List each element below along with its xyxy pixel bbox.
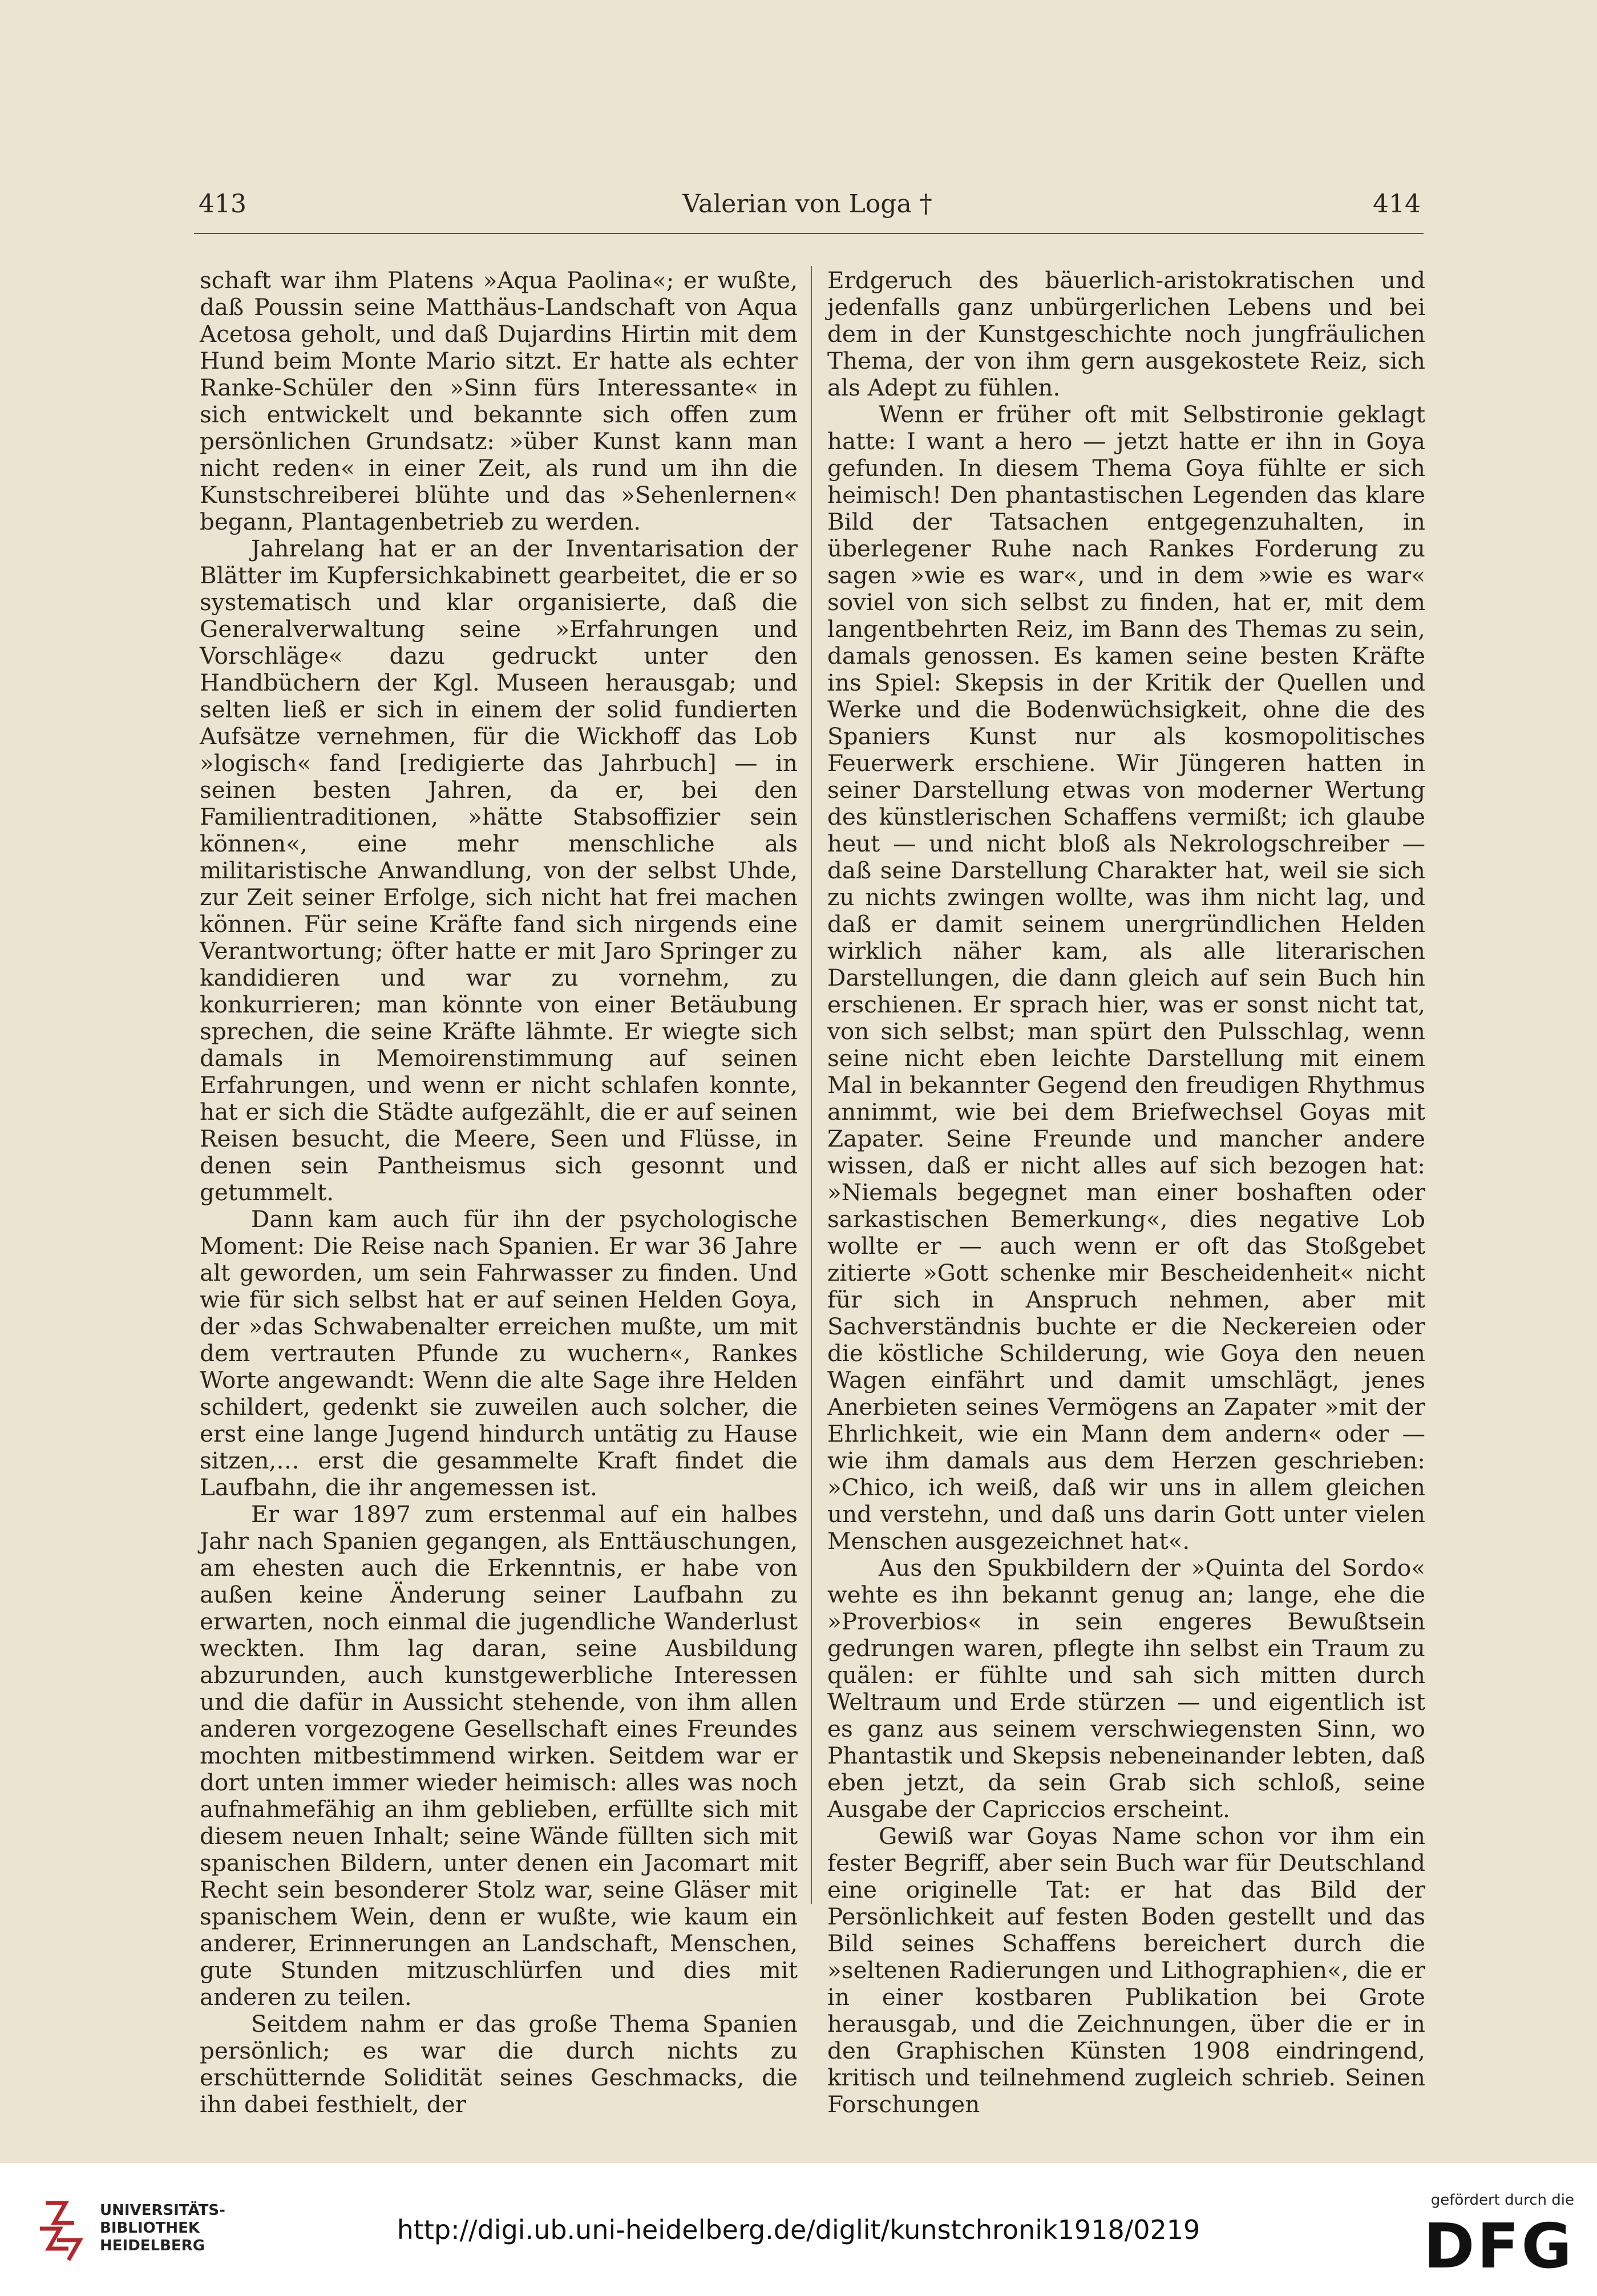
digitization-footer xyxy=(0,2163,1597,2296)
institution-line: UNIVERSITÄTS- xyxy=(100,2202,225,2219)
source-url-link[interactable]: http://digi.ub.uni-heidelberg.de/diglit/kunstchronik1918/0219 xyxy=(397,2214,1200,2245)
left-column xyxy=(200,267,798,2118)
page-header xyxy=(194,189,1421,229)
paragraph: Aus den Spukbildern der »Quinta del Sordo« wehte es ihn bekannt genug an; lange, ehe die »Proverbios« in sein engeres Bewußtsein gedrungen waren, pflegte ihn selbst ein Traum zu quälen: er fühlte und sah sich mitten durch Weltraum und Erde stürzen — und eigentlich ist es ganz aus seinem verschwiegensten Sinn, wo Phantastik und Skepsis nebeneinander lebten, daß eben jetzt, da sein Grab sich schloß, seine Ausgabe der Capriccios erscheint. xyxy=(827,1554,1425,1823)
running-title: Valerian von Loga † xyxy=(682,189,932,219)
page-number-right: 414 xyxy=(1373,189,1421,219)
institution-line: HEIDELBERG xyxy=(100,2237,205,2254)
paragraph: Erdgeruch des bäuerlich-aristokratischen und jedenfalls ganz unbürgerlichen Lebens und bei dem in der Kunstgeschichte noch jungfräulichen Thema, der von ihm gern ausgekostete Reiz, sich als Adept zu fühlen. xyxy=(827,267,1425,401)
column-divider xyxy=(811,266,812,1904)
paragraph: Dann kam auch für ihn der psychologische Moment: Die Reise nach Spanien. Er war 36 Jahre alt geworden, um sein Fahrwasser zu finden. Und wie für sich selbst hat er auf seinen Helden Goya, der »das Schwabenalter erreichen mußte, um mit dem vertrauten Pfunde zu wuchern«, Rankes Worte angewandt: Wenn die alte Sage ihre Helden schildert, gedenkt sie zuweilen auch solcher, die erst eine lange Jugend hindurch untätig zu Hause sitzen,… erst die gesammelte Kraft findet die Laufbahn, die ihr angemessen ist. xyxy=(200,1205,798,1501)
paragraph: Er war 1897 zum erstenmal auf ein halbes Jahr nach Spanien gegangen, als Enttäuschungen, am ehesten auch die Erkenntnis, er habe von außen keine Änderung seiner Laufbahn zu erwarten, noch einmal die jugendliche Wanderlust weckten. Ihm lag daran, seine Ausbildung abzurunden, auch kunstgewerbliche Interessen und die dafür in Aussicht stehende, von ihm allen anderen vorgezogene Gesellschaft eines Freundes mochten mitbestimmend wirken. Seitdem war er dort unten immer wieder heimisch: alles was noch aufnahmefähig an ihm geblieben, erfüllte sich mit diesem neuen Inhalt; seine Wände füllten sich mit spanischen Bildern, unter denen ein Jacomart mit Recht sein besonderer Stolz war, seine Gläser mit spanischem Wein, denn er wußte, wie kaum ein anderer, Erinnerungen an Landschaft, Menschen, gute Stunden mitzuschlürfen und dies mit anderen zu teilen. xyxy=(200,1500,798,2011)
institution-line: BIBLIOTHEK xyxy=(100,2220,200,2237)
funding-text: gefördert durch die xyxy=(1430,2192,1574,2209)
paragraph: schaft war ihm Platens »Aqua Paolina«; er wußte, daß Poussin seine Matthäus-Landschaft von Aqua Acetosa geholt, und daß Dujardins Hirtin mit dem Hund beim Monte Mario sitzt. Er hatte als echter Ranke-Schüler den »Sinn fürs Interessante« in sich entwickelt und bekannte sich offen zum persönlichen Grundsatz: »über Kunst kann man nicht reden« in einer Zeit, als rund um ihn die Kunstschreiberei blühte und das »Sehenlernen« begann, Plantagenbetrieb zu werden. xyxy=(200,267,798,535)
paragraph: Gewiß war Goyas Name schon vor ihm ein fester Begriff, aber sein Buch war für Deutschland eine originelle Tat: er hat das Bild der Persönlichkeit auf festen Boden gestellt und das Bild seines Schaffens bereichert durch die »seltenen Radierungen und Lithographien«, die er in einer kostbaren Publikation bei Grote herausgab, und die Zeichnungen, über die er in den Graphischen Künsten 1908 eindringend, kritisch und teilnehmend zugleich schrieb. Seinen Forschungen xyxy=(827,1822,1425,2118)
paragraph: Seitdem nahm er das große Thema Spanien persönlich; es war die durch nichts zu erschütternde Solidität seines Geschmacks, die ihn dabei festhielt, der xyxy=(200,2010,798,2118)
header-rule xyxy=(194,233,1424,234)
right-column xyxy=(827,267,1425,2118)
dfg-logo: DFG xyxy=(1423,2211,1574,2282)
paragraph: Jahrelang hat er an der Inventarisation der Blätter im Kupfersichkabinett gearbeitet, die er so systematisch und klar organisierte, daß die Generalverwaltung seine »Erfahrungen und Vorschläge« dazu gedruckt unter den Handbüchern der Kgl. Museen herausgab; und selten ließ er sich in einem der solid fundierten Aufsätze vernehmen, für die Wickhoff das Lob »logisch« fand [redigierte das Jahrbuch] — in seinen besten Jahren, da er, bei den Familientraditionen, »hätte Stabsoffizier sein können«, eine mehr menschliche als militaristische Anwandlung, von der selbst Uhde, zur Zeit seiner Erfolge, sich nicht hat frei machen können. Für seine Kräfte fand sich nirgends eine Verantwortung; öfter hatte er mit Jaro Springer zu kandidieren und war zu vornehm, zu konkurrieren; man könnte von einer Betäubung sprechen, die seine Kräfte lähmte. Er wiegte sich damals in Memoirenstimmung auf seinen Erfahrungen, und wenn er nicht schlafen konnte, hat er sich die Städte aufgezählt, die er auf seinen Reisen besucht, die Meere, Seen und Flüsse, in denen sein Pantheismus sich gesonnt und getummelt. xyxy=(200,535,798,1206)
paragraph: Wenn er früher oft mit Selbstironie geklagt hatte: I want a hero — jetzt hatte er ihn in Goya gefunden. In diesem Thema Goya fühlte er sich heimisch! Den phantastischen Legenden das klare Bild der Tatsachen entgegenzuhalten, in überlegener Ruhe nach Rankes Forderung zu sagen »wie es war«, und in dem »wie es war« soviel von sich selbst zu finden, hat er, mit dem langentbehrten Reiz, im Bann des Themas zu sein, damals genossen. Es kamen seine besten Kräfte ins Spiel: Skepsis in der Kritik der Quellen und Werke und die Bodenwüchsigkeit, ohne die des Spaniers Kunst nur als kosmopolitisches Feuerwerk erschiene. Wir Jüngeren hatten in seiner Darstellung etwas von moderner Wertung des künstlerischen Schaffens vermißt; ich glaube heut — und nicht bloß als Nekrologschreiber — daß seine Darstellung Charakter hat, weil sie sich zu nichts zwingen wollte, was ihm nicht lag, und daß er damit seinem unergründlichen Helden wirklich näher kam, als alle literarischen Darstellungen, die dann gleich auf sein Buch hin erschienen. Er sprach hier, was er sonst nicht tat, von sich selbst; man spürt den Pulsschlag, wenn seine nicht eben leichte Darstellung mit einem Mal in bekannter Gegend den freudigen Rhythmus annimmt, wie bei dem Briefwechsel Goyas mit Zapater. Seine Freunde und mancher andere wissen, daß er nicht alles auf sich bezogen hat: »Niemals begegnet man einer boshaften oder sarkastischen Bemerkung«, dies negative Lob wollte er — auch wenn er oft das Stoßgebet zitierte »Gott schenke mir Bescheidenheit« nicht für sich in Anspruch nehmen, aber mit Sachverständnis buchte er die Neckereien oder die köstliche Schilderung, wie Goya den neuen Wagen einfährt und damit umschlägt, jenes Anerbieten seines Vermögens an Zapater »mit der Ehrlichkeit, wie ein Mann dem andern« oder — wie ihm damals aus dem Herzen geschrieben: »Chico, ich weiß, daß wir uns in allem gleichen und verstehn, und daß uns darin Gott unter vielen Menschen ausgezeichnet hat«. xyxy=(827,401,1425,1555)
page-number-left: 413 xyxy=(199,189,246,219)
